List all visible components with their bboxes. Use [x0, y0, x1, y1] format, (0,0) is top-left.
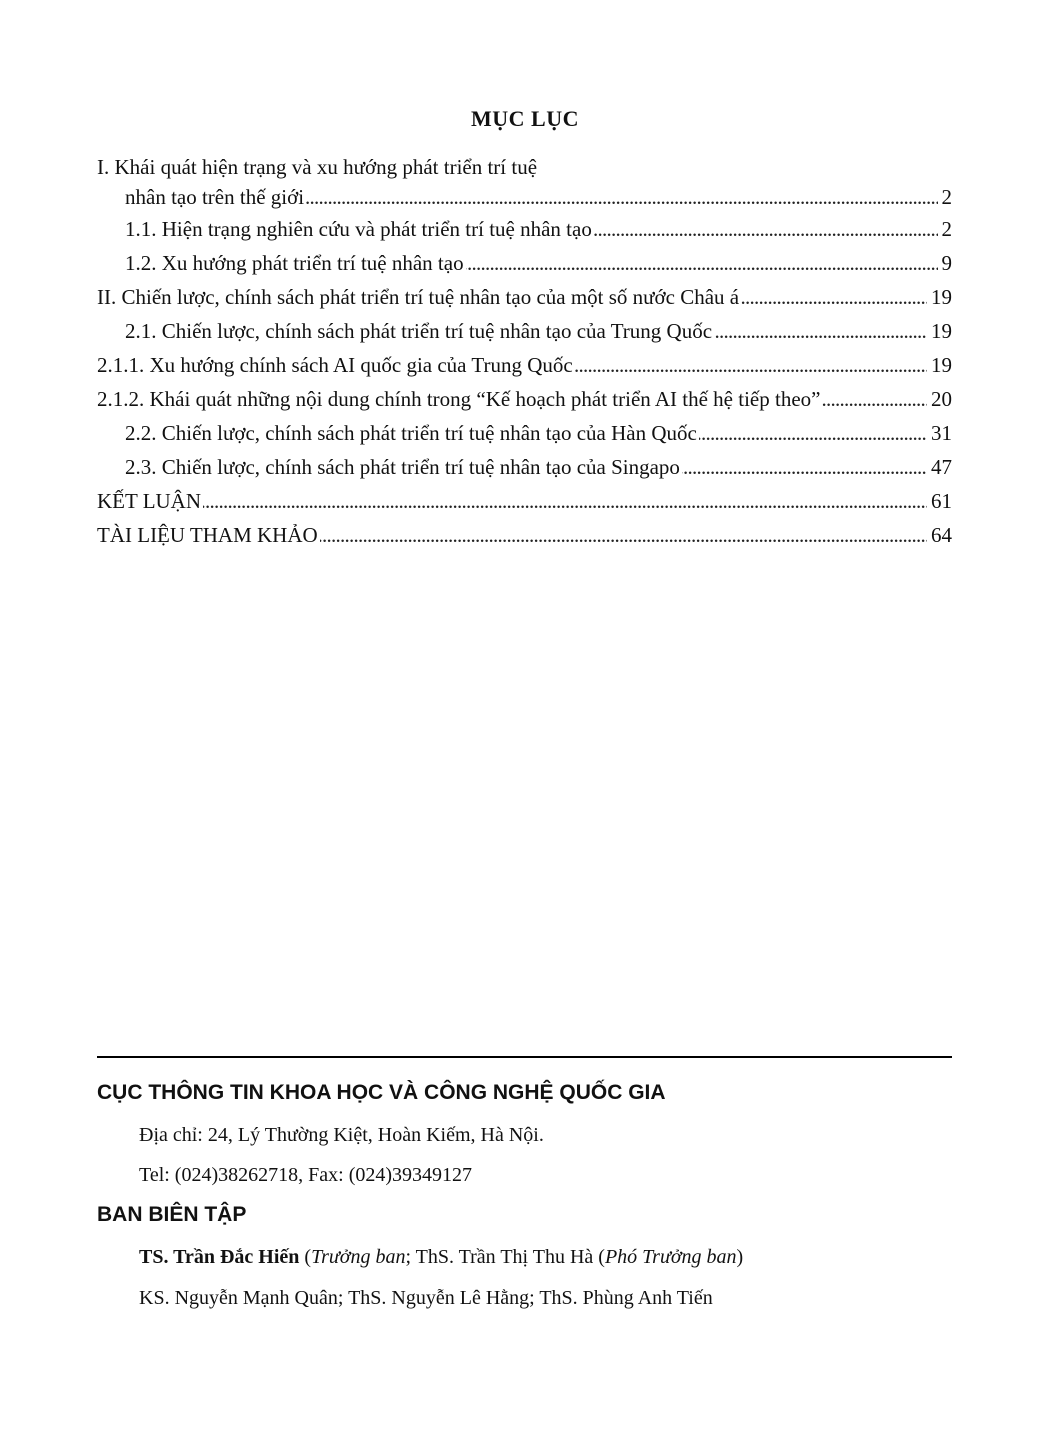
toc-page-number: 61: [927, 484, 952, 518]
board-heading: BAN BIÊN TẬP: [97, 1203, 247, 1226]
toc-entry-text: 1.2. Xu hướng phát triển trí tuệ nhân tạo: [125, 251, 464, 275]
toc-entry-text: KẾT LUẬN: [97, 489, 202, 513]
toc-entry[interactable]: [97, 484, 952, 518]
toc-entry-text: nhân tạo trên thế giới: [125, 185, 305, 209]
toc-entry[interactable]: [97, 450, 952, 484]
board-leadership: [139, 1246, 743, 1269]
toc-page-number: 2: [938, 182, 953, 212]
table-of-contents: [97, 152, 952, 552]
toc-entry-text: I. Khái quát hiện trạng và xu hướng phát triển trí tuệ: [97, 155, 538, 179]
toc-title: MỤC LỤC: [471, 106, 579, 131]
toc-entry-text: 2.1. Chiến lược, chính sách phát triển trí tuệ nhân tạo của Trung Quốc: [125, 319, 713, 343]
board-separator: ; ThS. Trần Thị Thu Hà (: [405, 1246, 605, 1268]
toc-entry[interactable]: [97, 280, 952, 314]
toc-entry[interactable]: [97, 314, 952, 348]
toc-page-number: 64: [927, 518, 952, 552]
toc-page-number: 47: [927, 450, 952, 484]
toc-entry[interactable]: [97, 212, 952, 246]
toc-page-number: 19: [927, 348, 952, 382]
toc-page-number: 9: [938, 246, 953, 280]
board-head-name: TS. Trần Đắc Hiến: [139, 1246, 300, 1268]
board-head-role: Trưởng ban: [311, 1246, 406, 1268]
toc-entry[interactable]: [97, 416, 952, 450]
toc-entry-1-line2[interactable]: [97, 182, 952, 212]
toc-entry[interactable]: [97, 246, 952, 280]
toc-entry-text: 2.1.2. Khái quát những nội dung chính trong “Kế hoạch phát triển AI thế hệ tiếp theo”: [97, 387, 821, 411]
paren-open: (: [304, 1246, 312, 1268]
paren-close: ): [736, 1246, 744, 1268]
toc-page-number: 19: [927, 314, 952, 348]
toc-entry-text: 2.1.1. Xu hướng chính sách AI quốc gia của Trung Quốc: [97, 353, 573, 377]
toc-entry[interactable]: [97, 348, 952, 382]
board-deputy-role: Phó Trưởng ban: [604, 1246, 737, 1268]
toc-page-number: 31: [927, 416, 952, 450]
toc-entry-text: II. Chiến lược, chính sách phát triển trí tuệ nhân tạo của một số nước Châu á: [97, 285, 740, 309]
toc-entry-1-line1[interactable]: [97, 152, 952, 182]
toc-entry-text: 2.3. Chiến lược, chính sách phát triển trí tuệ nhân tạo của Singapo: [125, 455, 680, 479]
org-address: Địa chỉ: 24, Lý Thường Kiệt, Hoàn Kiếm, Hà Nội.: [139, 1124, 544, 1146]
toc-entry-text: 2.2. Chiến lược, chính sách phát triển trí tuệ nhân tạo của Hàn Quốc: [125, 421, 697, 445]
board-members: KS. Nguyễn Mạnh Quân; ThS. Nguyễn Lê Hằng; ThS. Phùng Anh Tiến: [139, 1287, 713, 1309]
divider: [97, 1056, 952, 1058]
org-name: CỤC THÔNG TIN KHOA HỌC VÀ CÔNG NGHỆ QUỐC GIA: [97, 1081, 666, 1104]
toc-page-number: 2: [938, 212, 953, 246]
toc-entry-text: 1.1. Hiện trạng nghiên cứu và phát triển trí tuệ nhân tạo: [125, 217, 592, 241]
toc-entry[interactable]: [97, 518, 952, 552]
org-contact: Tel: (024)38262718, Fax: (024)39349127: [139, 1164, 473, 1186]
toc-page-number: 20: [927, 382, 952, 416]
toc-entry-text: TÀI LIỆU THAM KHẢO: [97, 523, 318, 547]
toc-entry[interactable]: [97, 382, 952, 416]
toc-page-number: 19: [927, 280, 952, 314]
